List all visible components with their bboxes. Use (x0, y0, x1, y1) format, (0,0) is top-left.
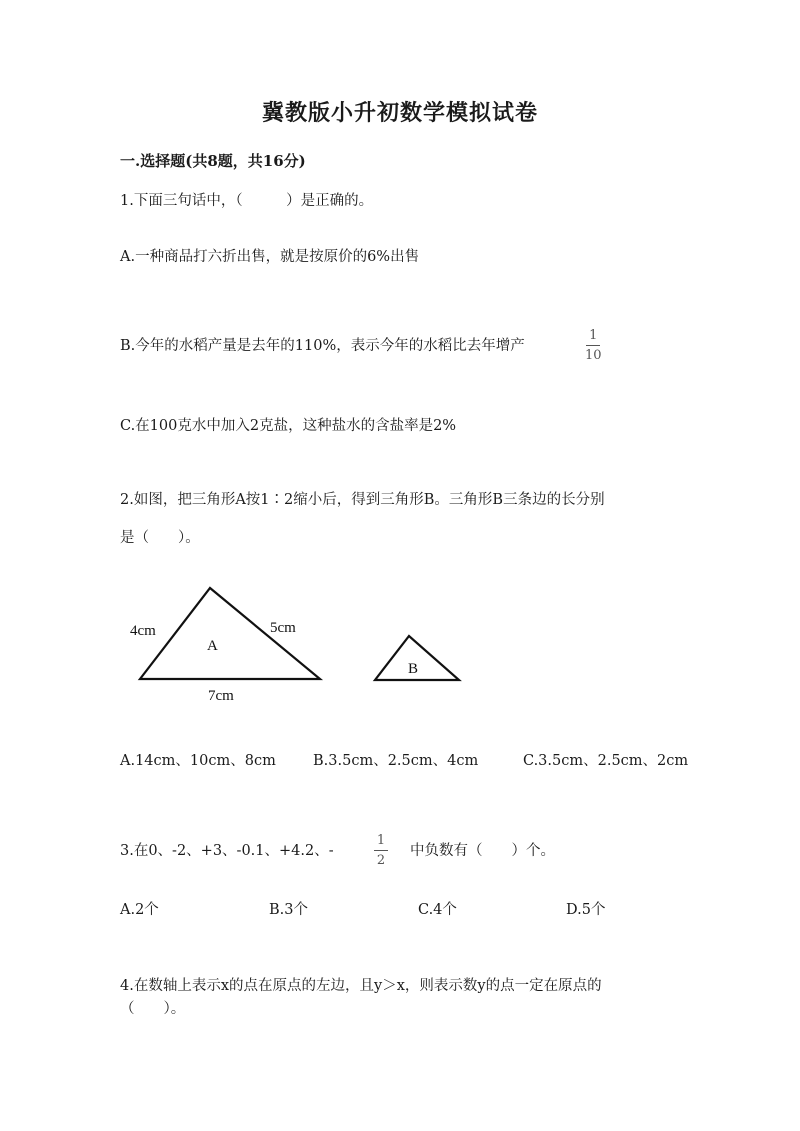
triangle-a-base-label: 7cm (208, 688, 234, 704)
triangle-a-left-side-label: 4cm (130, 623, 156, 639)
triangle-b-label: B (408, 661, 419, 677)
question-3-option-a: A.2个 (120, 902, 159, 918)
fraction-bar (374, 850, 388, 851)
question-3-option-d: D.5个 (566, 902, 606, 918)
page-title: 冀教版小升初数学模拟试卷 (261, 100, 538, 126)
fraction-denominator: 10 (585, 348, 602, 363)
question-2-option-c: C.3.5cm、2.5cm、2cm (523, 753, 689, 769)
question-3-option-b: B.3个 (269, 902, 308, 918)
question-2-option-a: A.14cm、10cm、8cm (120, 753, 276, 769)
fraction-one-tenth (585, 329, 602, 362)
triangle-a-right-side-label: 5cm (270, 620, 296, 636)
fraction-denominator: 2 (376, 853, 386, 868)
question-1-option-a: A.一种商品打六折出售，就是按原价的6%出售 (120, 249, 420, 265)
question-2-stem-line1: 2.如图，把三角形A按1∶2缩小后，得到三角形B。三角形B三条边的长分别 (120, 492, 605, 508)
triangle-figure (120, 575, 480, 710)
fraction-one-half (374, 834, 388, 867)
question-1-option-c: C.在100克水中加入2克盐，这种盐水的含盐率是2% (120, 418, 457, 434)
question-2-stem-line2: 是（ ）。 (120, 530, 200, 546)
question-2-option-b: B.3.5cm、2.5cm、4cm (313, 753, 479, 769)
question-4-stem-line1: 4.在数轴上表示x的点在原点的左边，且y＞x，则表示数y的点一定在原点的 (120, 978, 602, 994)
question-3-stem-prefix: 3.在0、-2、+3、-0.1、+4.2、- (120, 843, 334, 859)
question-4-stem-line2: （ ）。 (120, 1001, 186, 1017)
question-3-option-c: C.4个 (418, 902, 457, 918)
question-3-stem-suffix: 中负数有（ ）个。 (410, 843, 555, 859)
fraction-numerator: 1 (376, 833, 386, 848)
fraction-numerator: 1 (589, 328, 598, 343)
question-1-stem: 1.下面三句话中，（ ）是正确的。 (120, 193, 374, 209)
section-heading: 一.选择题(共8题，共16分) (120, 152, 306, 170)
question-1-option-b: B.今年的水稻产量是去年的110%，表示今年的水稻比去年增产 (120, 338, 525, 354)
triangle-a-label: A (207, 638, 218, 654)
fraction-bar (586, 345, 600, 346)
